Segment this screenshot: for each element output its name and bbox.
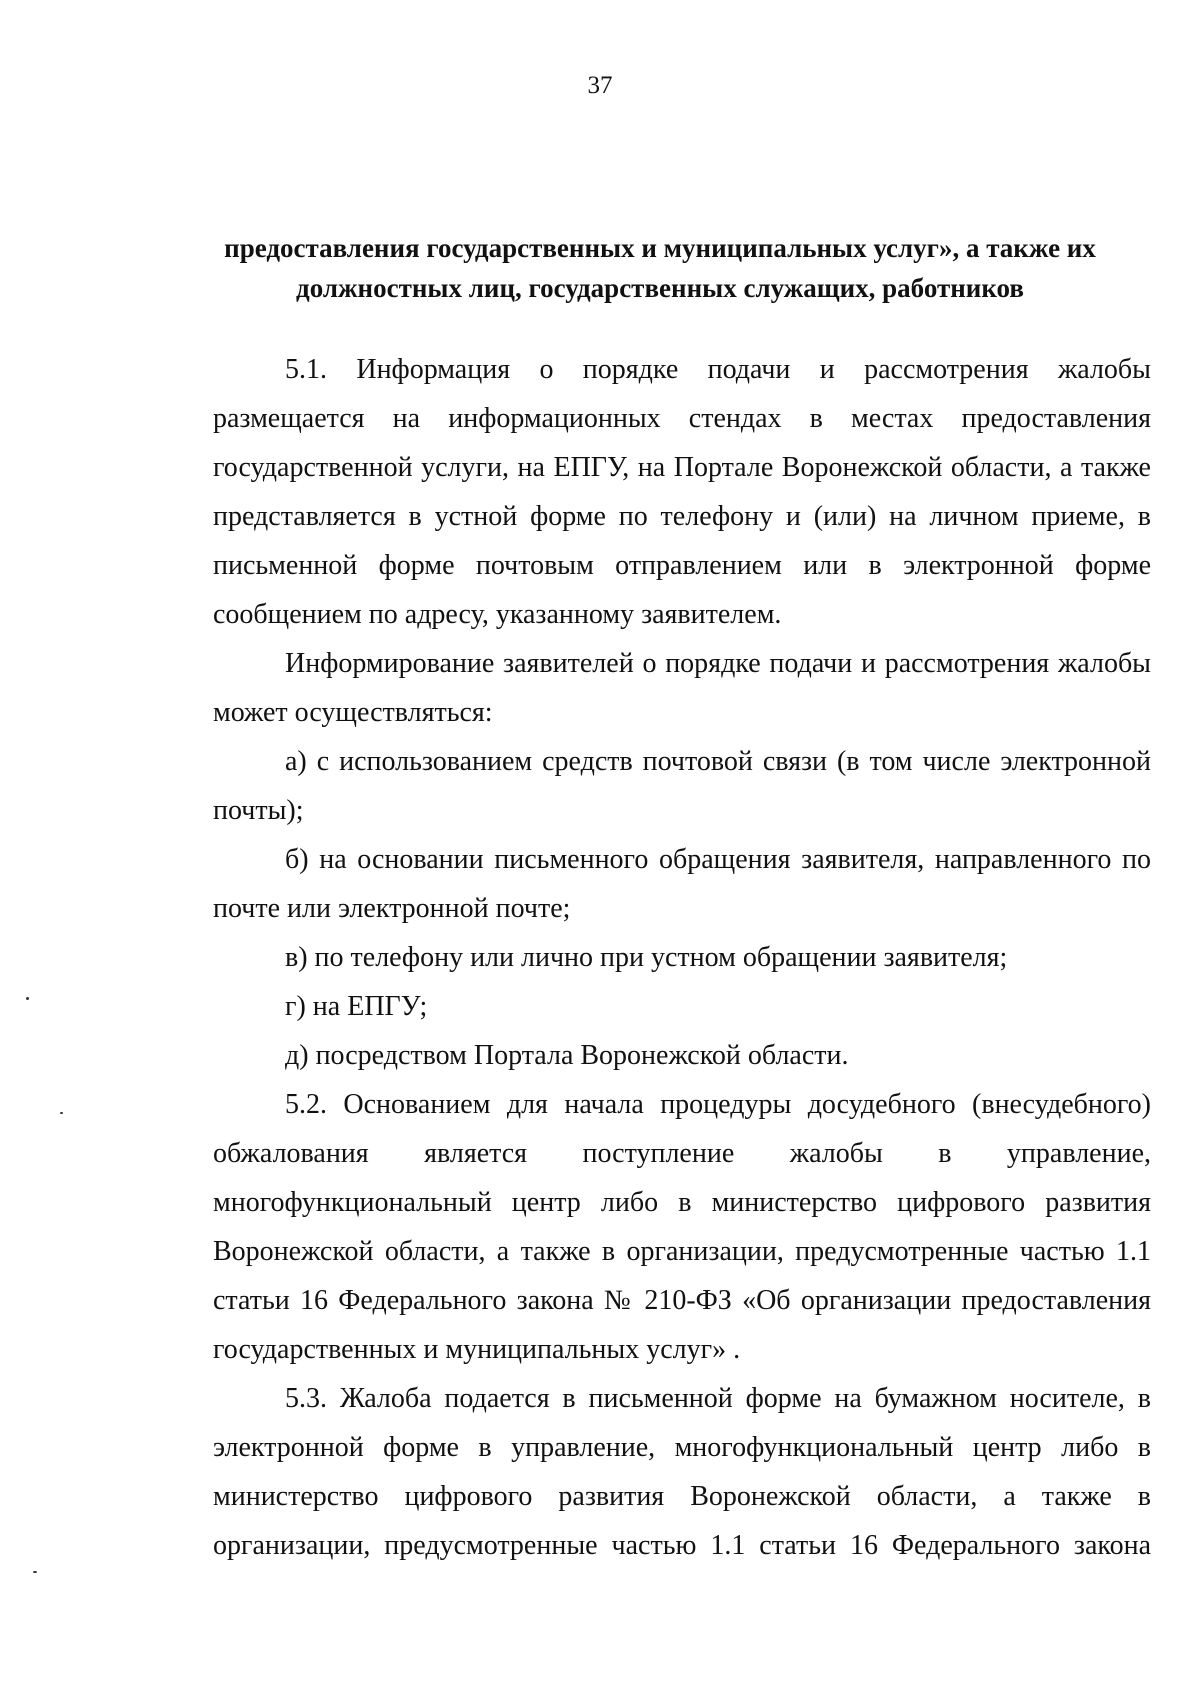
text-line: обжалования является поступление жалобы в управление,: [213, 1138, 1151, 1169]
document-body: [213, 345, 1151, 1570]
text-line: государственных и муниципальных услуг» .: [213, 1334, 741, 1365]
heading-line-2: должностных лиц, государственных служащих, работников: [296, 273, 1024, 303]
paragraph-5-1: [213, 345, 1151, 639]
text-line: сообщением по адресу, указанному заявителем.: [213, 599, 782, 630]
list-item-v: [213, 933, 1151, 982]
text-line: почты);: [213, 795, 304, 826]
text-line: почте или электронной почте;: [213, 893, 571, 924]
text-line: организации, предусмотренные частью 1.1 статьи 16 Федерального закона: [213, 1530, 1151, 1561]
list-item-b: [213, 835, 1151, 933]
text-line: министерство цифрового развития Воронежской области, а также в: [213, 1481, 1151, 1512]
text-line: письменной форме почтовым отправлением или в электронной форме: [213, 550, 1151, 581]
list-item-g: [213, 982, 1151, 1031]
text-line: многофункциональный центр либо в министерство цифрового развития: [213, 1187, 1151, 1218]
paragraph-informing: [213, 639, 1151, 737]
text-line: д) посредством Портала Воронежской области.: [285, 1040, 849, 1071]
text-line: может осуществляться:: [213, 697, 493, 728]
page-number: 37: [587, 72, 613, 99]
paragraph-5-2: [213, 1080, 1151, 1374]
scan-speck: [33, 1571, 37, 1573]
heading-line-1: предоставления государственных и муниципальных услуг», а также их: [224, 233, 1096, 263]
text-line: размещается на информационных стендах в местах предоставления: [213, 403, 1151, 434]
text-line: 5.1. Информация о порядке подачи и рассмотрения жалобы: [285, 354, 1151, 385]
section-heading: [200, 228, 1120, 308]
text-line: Воронежской области, а также в организации, предусмотренные частью 1.1: [213, 1236, 1151, 1267]
text-line: а) с использованием средств почтовой связи (в том числе электронной: [285, 746, 1151, 777]
text-line: представляется в устной форме по телефону и (или) на личном приеме, в: [213, 501, 1151, 532]
text-line: б) на основании письменного обращения заявителя, направленного по: [285, 844, 1151, 875]
text-line: электронной форме в управление, многофункциональный центр либо в: [213, 1432, 1151, 1463]
scan-speck: [60, 1112, 63, 1114]
list-item-d: [213, 1031, 1151, 1080]
text-line: статьи 16 Федерального закона № 210-ФЗ «Об организации предоставления: [213, 1285, 1151, 1316]
list-item-a: [213, 737, 1151, 835]
text-line: 5.2. Основанием для начала процедуры досудебного (внесудебного): [285, 1089, 1151, 1120]
scan-speck: [26, 997, 29, 1000]
text-line: 5.3. Жалоба подается в письменной форме на бумажном носителе, в: [285, 1383, 1151, 1414]
text-line: Информирование заявителей о порядке подачи и рассмотрения жалобы: [285, 648, 1151, 679]
text-line: г) на ЕПГУ;: [285, 991, 428, 1022]
text-line: государственной услуги, на ЕПГУ, на Портале Воронежской области, а также: [213, 452, 1151, 483]
text-line: в) по телефону или лично при устном обращении заявителя;: [285, 942, 1008, 973]
paragraph-5-3: [213, 1374, 1151, 1570]
